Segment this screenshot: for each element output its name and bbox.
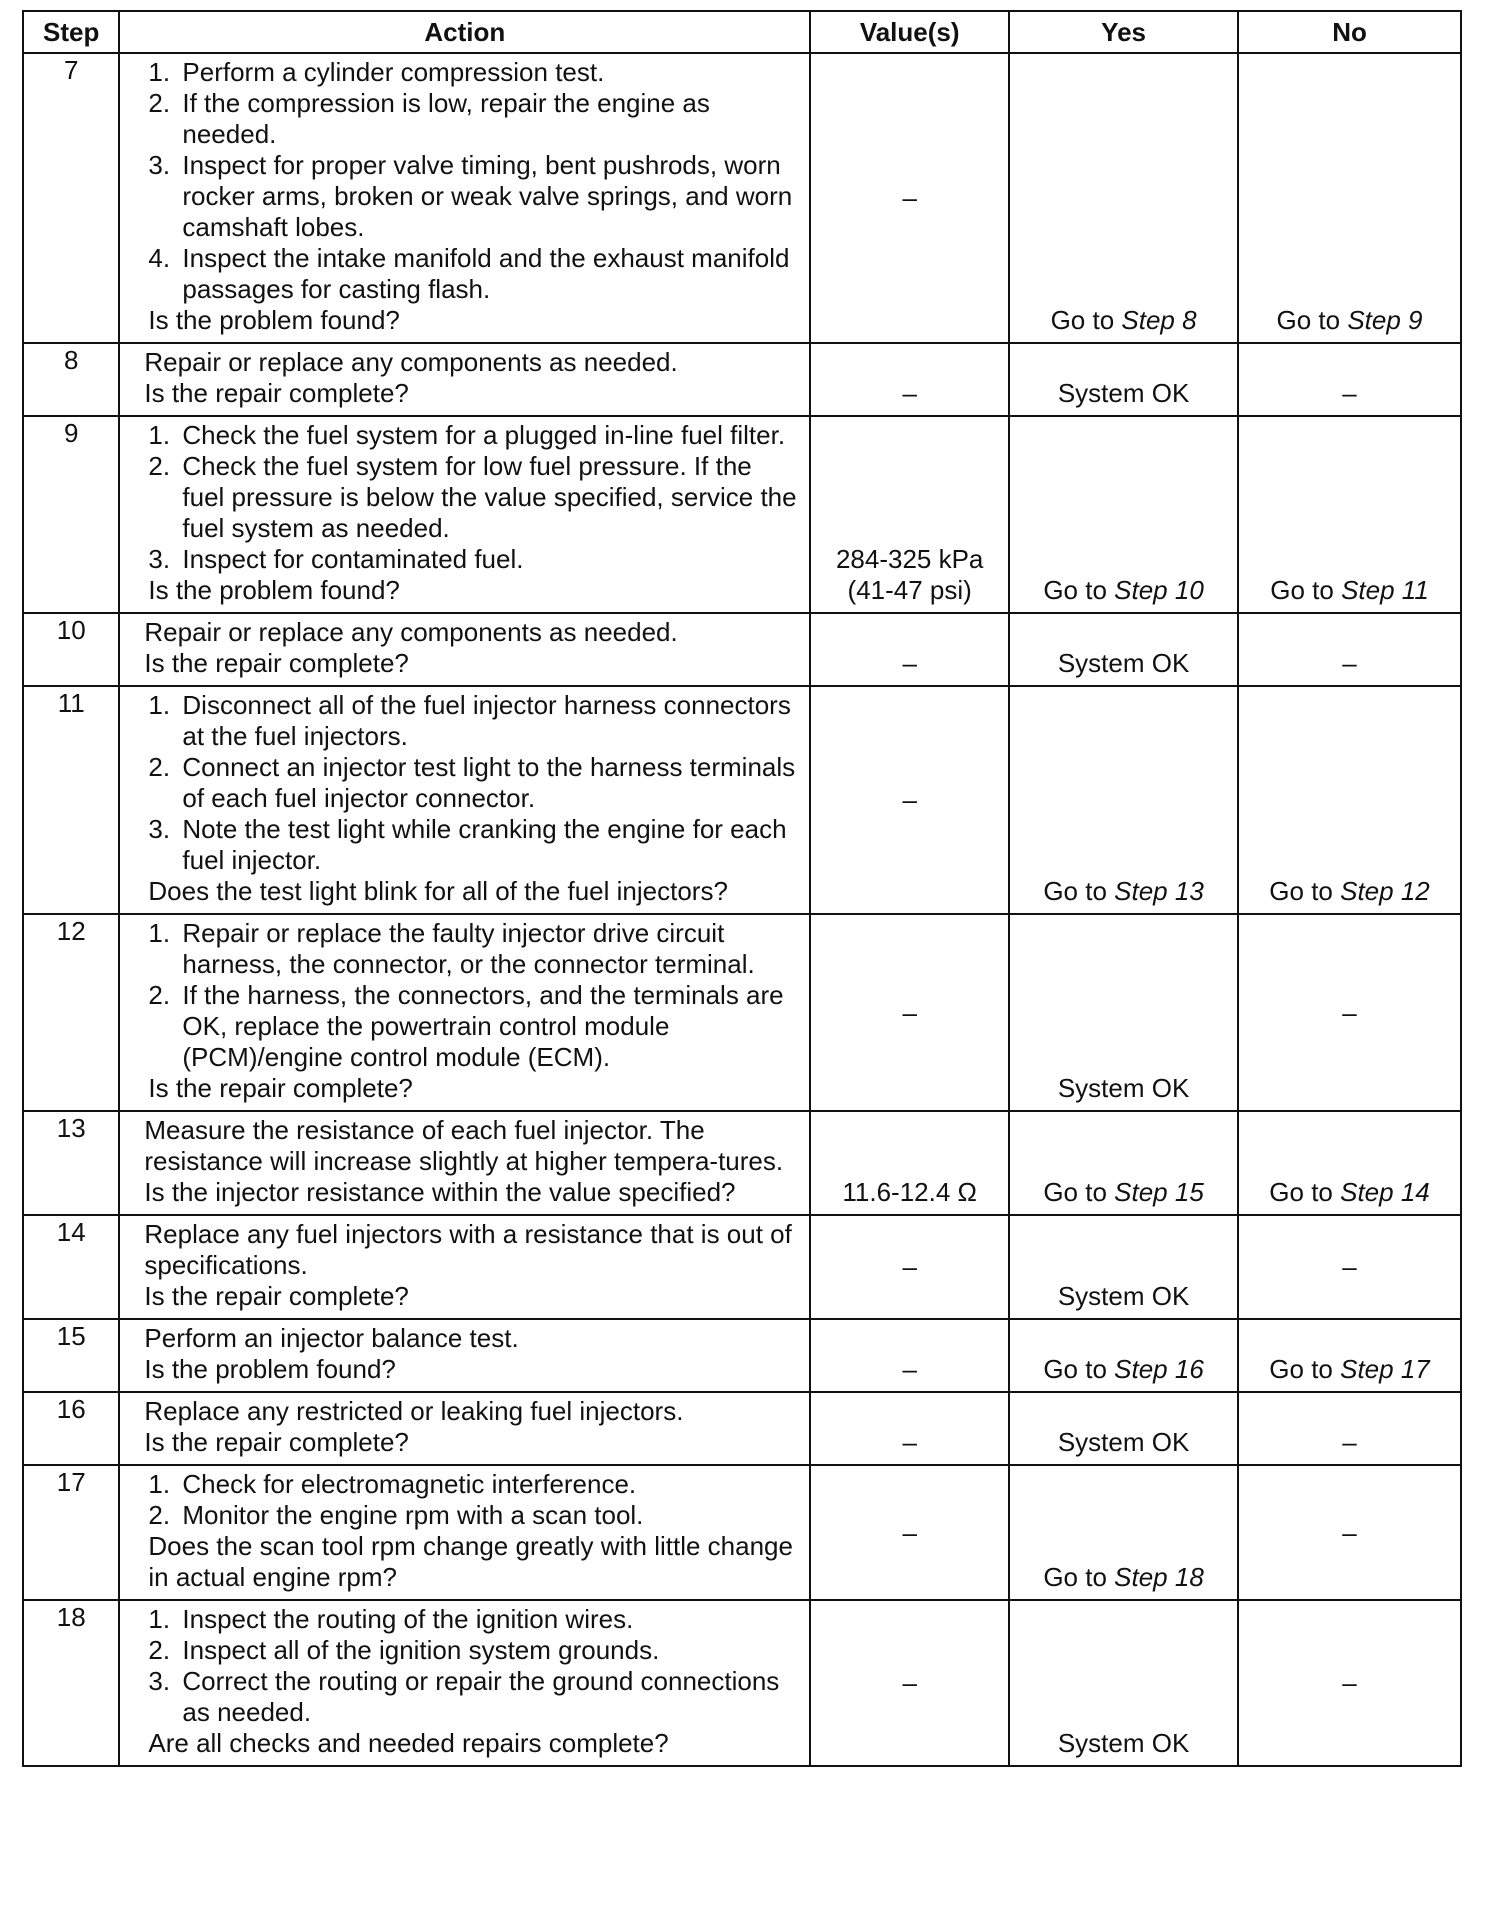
value-line: – bbox=[902, 1251, 917, 1282]
action-cell bbox=[119, 1465, 810, 1600]
action-item-number: 3. bbox=[148, 1666, 171, 1696]
yes-outcome-prefix: System OK bbox=[1057, 1281, 1190, 1311]
action-item-number: 3. bbox=[148, 544, 171, 574]
value-cell bbox=[810, 1465, 1009, 1600]
table-row bbox=[23, 1600, 1461, 1766]
yes-outcome-text bbox=[1010, 1354, 1237, 1385]
action-question: Is the problem found? bbox=[148, 575, 400, 605]
no-outcome-prefix: – bbox=[1342, 1251, 1357, 1282]
yes-outcome-text bbox=[1010, 1562, 1237, 1593]
yes-outcome-text bbox=[1010, 648, 1237, 679]
action-cell bbox=[119, 1215, 810, 1319]
value-cell bbox=[810, 343, 1009, 416]
action-item-text: If the compression is low, repair the engine as needed. bbox=[182, 88, 710, 149]
action-cell bbox=[119, 686, 810, 914]
value-cell bbox=[810, 1215, 1009, 1319]
yes-outcome-prefix: Go to bbox=[1050, 305, 1122, 335]
no-outcome bbox=[1238, 1600, 1461, 1766]
action-cell bbox=[119, 1600, 810, 1766]
yes-outcome bbox=[1009, 343, 1238, 416]
value-line: – bbox=[902, 648, 917, 678]
yes-outcome-prefix: Go to bbox=[1043, 575, 1115, 605]
action-item-number: 1. bbox=[148, 690, 171, 720]
no-outcome-text bbox=[1239, 1668, 1460, 1699]
action-question: Is the repair complete? bbox=[144, 648, 409, 678]
action-item bbox=[144, 1115, 799, 1177]
header-no: No bbox=[1238, 11, 1461, 53]
action-cell bbox=[119, 416, 810, 613]
step-number: 11 bbox=[23, 686, 119, 914]
diagnostic-table bbox=[22, 10, 1462, 1767]
header-yes: Yes bbox=[1009, 11, 1238, 53]
no-outcome-text bbox=[1239, 378, 1460, 409]
no-outcome-step-ref: Step 11 bbox=[1341, 575, 1429, 605]
yes-outcome-step-ref: Step 15 bbox=[1114, 1177, 1204, 1207]
value-line: – bbox=[902, 1517, 917, 1547]
yes-outcome-text bbox=[1010, 1073, 1237, 1104]
value-line: – bbox=[902, 784, 917, 815]
no-outcome bbox=[1238, 686, 1461, 914]
action-question: Are all checks and needed repairs complete? bbox=[148, 1728, 669, 1758]
no-outcome-step-ref: Step 14 bbox=[1340, 1177, 1430, 1207]
action-question: Does the test light blink for all of the fuel injectors? bbox=[148, 876, 728, 906]
action-question: Does the scan tool rpm change greatly with little change in actual engine rpm? bbox=[148, 1531, 793, 1592]
action-item bbox=[148, 150, 799, 243]
yes-outcome-prefix: System OK bbox=[1057, 378, 1190, 408]
no-outcome bbox=[1238, 416, 1461, 613]
value-line: (41-47 psi) bbox=[847, 575, 972, 605]
action-cell bbox=[119, 914, 810, 1111]
yes-outcome-text bbox=[1010, 1728, 1237, 1759]
value-text bbox=[811, 1517, 1008, 1548]
action-cell bbox=[119, 1392, 810, 1465]
action-item-text: Repair or replace the faulty injector drive circuit harness, the connector, or the connector terminal. bbox=[182, 918, 755, 979]
step-number: 16 bbox=[23, 1392, 119, 1465]
yes-outcome-text bbox=[1010, 1177, 1237, 1208]
action-item bbox=[148, 980, 799, 1073]
action-question: Is the problem found? bbox=[144, 1354, 396, 1384]
no-outcome-text bbox=[1239, 997, 1460, 1028]
table-row bbox=[23, 686, 1461, 914]
action-item-text: Check the fuel system for a plugged in-line fuel filter. bbox=[182, 420, 786, 450]
action-item-text: If the harness, the connectors, and the terminals are OK, replace the powertrain control module (PCM)/engine control module (ECM). bbox=[182, 980, 784, 1072]
step-number: 14 bbox=[23, 1215, 119, 1319]
yes-outcome bbox=[1009, 1600, 1238, 1766]
value-text bbox=[811, 1252, 1008, 1283]
action-item-number: 4. bbox=[148, 243, 171, 273]
no-outcome-prefix: Go to bbox=[1270, 575, 1342, 605]
action-item-text: Note the test light while cranking the engine for each fuel injector. bbox=[182, 814, 787, 875]
action-item-number: 1. bbox=[148, 1604, 171, 1634]
action-question: Is the repair complete? bbox=[144, 378, 409, 408]
action-item-number: 1. bbox=[148, 420, 171, 450]
action-item bbox=[144, 1396, 799, 1427]
action-item-text: Repair or replace any components as needed. bbox=[144, 617, 678, 647]
yes-outcome-text bbox=[1010, 876, 1237, 907]
yes-outcome-prefix: Go to bbox=[1043, 1354, 1115, 1384]
no-outcome bbox=[1238, 343, 1461, 416]
table-row bbox=[23, 1392, 1461, 1465]
action-item bbox=[144, 1323, 799, 1354]
action-question: Is the repair complete? bbox=[144, 1281, 409, 1311]
action-item-text: Repair or replace any components as needed. bbox=[144, 347, 678, 377]
no-outcome bbox=[1238, 1392, 1461, 1465]
yes-outcome bbox=[1009, 416, 1238, 613]
action-item-text: Perform a cylinder compression test. bbox=[182, 57, 605, 87]
action-item-number: 1. bbox=[148, 57, 171, 87]
value-text bbox=[811, 1354, 1008, 1385]
action-item-text: Replace any fuel injectors with a resistance that is out of specifications. bbox=[144, 1219, 792, 1280]
action-item-text: Disconnect all of the fuel injector harness connectors at the fuel injectors. bbox=[182, 690, 791, 751]
yes-outcome-prefix: System OK bbox=[1057, 1728, 1190, 1758]
value-line: – bbox=[902, 1427, 917, 1457]
yes-outcome-prefix: System OK bbox=[1057, 1427, 1190, 1457]
value-cell bbox=[810, 613, 1009, 686]
table-row bbox=[23, 1111, 1461, 1215]
action-item bbox=[148, 420, 799, 451]
value-line: – bbox=[902, 1667, 917, 1698]
yes-outcome-step-ref: Step 18 bbox=[1114, 1562, 1204, 1592]
value-cell bbox=[810, 1392, 1009, 1465]
action-item-text: Measure the resistance of each fuel injector. The resistance will increase slightly at higher tempera-tures. bbox=[144, 1115, 784, 1176]
value-cell bbox=[810, 686, 1009, 914]
table-row bbox=[23, 1319, 1461, 1392]
action-item-number: 2. bbox=[148, 88, 171, 118]
value-cell bbox=[810, 914, 1009, 1111]
table-row bbox=[23, 914, 1461, 1111]
yes-outcome-prefix: Go to bbox=[1043, 1177, 1115, 1207]
value-cell bbox=[810, 1111, 1009, 1215]
action-item-number: 1. bbox=[148, 918, 171, 948]
no-outcome bbox=[1238, 1111, 1461, 1215]
action-item-text: Inspect the intake manifold and the exhaust manifold passages for casting flash. bbox=[182, 243, 790, 304]
action-item bbox=[148, 57, 799, 88]
value-line: – bbox=[902, 182, 917, 213]
step-number: 17 bbox=[23, 1465, 119, 1600]
value-cell bbox=[810, 53, 1009, 343]
action-item-number: 2. bbox=[148, 980, 171, 1010]
value-cell bbox=[810, 416, 1009, 613]
value-text bbox=[811, 1177, 1008, 1208]
table-row bbox=[23, 613, 1461, 686]
action-item-number: 3. bbox=[148, 814, 171, 844]
yes-outcome-prefix: System OK bbox=[1057, 1073, 1190, 1103]
action-cell bbox=[119, 1319, 810, 1392]
action-item bbox=[148, 544, 799, 575]
no-outcome-prefix: – bbox=[1342, 997, 1357, 1027]
action-item bbox=[148, 1635, 799, 1666]
no-outcome-step-ref: Step 17 bbox=[1340, 1354, 1430, 1384]
action-item-text: Monitor the engine rpm with a scan tool. bbox=[182, 1500, 644, 1530]
action-item bbox=[148, 243, 799, 305]
step-number: 9 bbox=[23, 416, 119, 613]
yes-outcome bbox=[1009, 1465, 1238, 1600]
no-outcome-text bbox=[1239, 1177, 1460, 1208]
step-number: 8 bbox=[23, 343, 119, 416]
table-row bbox=[23, 343, 1461, 416]
yes-outcome bbox=[1009, 686, 1238, 914]
header-values: Value(s) bbox=[810, 11, 1009, 53]
action-question: Is the problem found? bbox=[148, 305, 400, 335]
no-outcome bbox=[1238, 914, 1461, 1111]
no-outcome bbox=[1238, 613, 1461, 686]
yes-outcome bbox=[1009, 914, 1238, 1111]
value-text bbox=[811, 183, 1008, 214]
action-item bbox=[148, 752, 799, 814]
step-number: 12 bbox=[23, 914, 119, 1111]
table-row bbox=[23, 416, 1461, 613]
yes-outcome bbox=[1009, 1319, 1238, 1392]
yes-outcome-prefix: Go to bbox=[1043, 876, 1115, 906]
no-outcome-text bbox=[1239, 1427, 1460, 1458]
no-outcome-prefix: – bbox=[1342, 1517, 1357, 1547]
no-outcome-prefix: Go to bbox=[1276, 305, 1348, 335]
table-body bbox=[23, 53, 1461, 1766]
no-outcome-prefix: Go to bbox=[1269, 1177, 1341, 1207]
yes-outcome bbox=[1009, 1215, 1238, 1319]
yes-outcome-step-ref: Step 16 bbox=[1114, 1354, 1204, 1384]
action-question: Is the repair complete? bbox=[148, 1073, 413, 1103]
step-number: 10 bbox=[23, 613, 119, 686]
header-step: Step bbox=[23, 11, 119, 53]
value-text bbox=[811, 785, 1008, 816]
step-number: 18 bbox=[23, 1600, 119, 1766]
action-item-text: Inspect for contaminated fuel. bbox=[182, 544, 524, 574]
no-outcome bbox=[1238, 1319, 1461, 1392]
no-outcome-text bbox=[1239, 876, 1460, 907]
action-item bbox=[148, 918, 799, 980]
yes-outcome-step-ref: Step 10 bbox=[1114, 575, 1204, 605]
no-outcome bbox=[1238, 53, 1461, 343]
no-outcome-text bbox=[1239, 1252, 1460, 1283]
no-outcome-prefix: – bbox=[1342, 378, 1357, 408]
value-text bbox=[811, 1427, 1008, 1458]
action-item-text: Perform an injector balance test. bbox=[144, 1323, 519, 1353]
value-line: – bbox=[902, 378, 917, 408]
step-number: 13 bbox=[23, 1111, 119, 1215]
no-outcome-text bbox=[1239, 1354, 1460, 1385]
action-item-text: Check the fuel system for low fuel pressure. If the fuel pressure is below the value specified, service the fuel system as needed. bbox=[182, 451, 797, 543]
value-cell bbox=[810, 1600, 1009, 1766]
no-outcome-text bbox=[1239, 575, 1460, 606]
action-item bbox=[144, 347, 799, 378]
action-item-text: Inspect all of the ignition system grounds. bbox=[182, 1635, 660, 1665]
action-cell bbox=[119, 1111, 810, 1215]
value-text bbox=[811, 378, 1008, 409]
action-item-number: 2. bbox=[148, 1500, 171, 1530]
value-line: 11.6-12.4 Ω bbox=[842, 1177, 977, 1207]
no-outcome-step-ref: Step 12 bbox=[1340, 876, 1430, 906]
no-outcome-text bbox=[1239, 305, 1460, 336]
action-item-text: Connect an injector test light to the harness terminals of each fuel injector connector. bbox=[182, 752, 796, 813]
step-number: 7 bbox=[23, 53, 119, 343]
yes-outcome-step-ref: Step 8 bbox=[1121, 305, 1197, 335]
no-outcome-text bbox=[1239, 648, 1460, 679]
action-item bbox=[148, 451, 799, 544]
action-question: Is the injector resistance within the value specified? bbox=[144, 1177, 736, 1207]
action-cell bbox=[119, 343, 810, 416]
yes-outcome-text bbox=[1010, 1281, 1237, 1312]
header-row bbox=[23, 11, 1461, 53]
table-row bbox=[23, 1465, 1461, 1600]
no-outcome bbox=[1238, 1465, 1461, 1600]
action-item-number: 3. bbox=[148, 150, 171, 180]
yes-outcome-prefix: System OK bbox=[1057, 648, 1190, 678]
yes-outcome-text bbox=[1010, 378, 1237, 409]
action-item-text: Replace any restricted or leaking fuel injectors. bbox=[144, 1396, 684, 1426]
yes-outcome bbox=[1009, 53, 1238, 343]
action-cell bbox=[119, 613, 810, 686]
value-text bbox=[811, 997, 1008, 1028]
yes-outcome-text bbox=[1010, 575, 1237, 606]
header-action: Action bbox=[119, 11, 810, 53]
value-line: 284-325 kPa bbox=[835, 544, 984, 574]
yes-outcome-text bbox=[1010, 1427, 1237, 1458]
no-outcome-prefix: Go to bbox=[1269, 876, 1341, 906]
action-item bbox=[148, 1500, 799, 1531]
no-outcome-text bbox=[1239, 1517, 1460, 1548]
action-item bbox=[144, 617, 799, 648]
yes-outcome-step-ref: Step 13 bbox=[1114, 876, 1204, 906]
yes-outcome-text bbox=[1010, 305, 1237, 336]
value-text bbox=[811, 1668, 1008, 1699]
no-outcome-prefix: Go to bbox=[1269, 1354, 1341, 1384]
value-cell bbox=[810, 1319, 1009, 1392]
value-text bbox=[811, 648, 1008, 679]
table-row bbox=[23, 1215, 1461, 1319]
action-item-number: 1. bbox=[148, 1469, 171, 1499]
action-item-text: Inspect for proper valve timing, bent pushrods, worn rocker arms, broken or weak valve springs, and worn camshaft lobes. bbox=[182, 150, 793, 242]
yes-outcome bbox=[1009, 1392, 1238, 1465]
yes-outcome bbox=[1009, 613, 1238, 686]
action-item bbox=[148, 1666, 799, 1728]
action-item-text: Check for electromagnetic interference. bbox=[182, 1469, 637, 1499]
action-cell bbox=[119, 53, 810, 343]
action-item bbox=[148, 1469, 799, 1500]
no-outcome bbox=[1238, 1215, 1461, 1319]
value-text bbox=[811, 544, 1008, 606]
step-number: 15 bbox=[23, 1319, 119, 1392]
no-outcome-prefix: – bbox=[1342, 1667, 1357, 1698]
action-item-number: 2. bbox=[148, 1635, 171, 1665]
no-outcome-prefix: – bbox=[1342, 1427, 1357, 1457]
action-question: Is the repair complete? bbox=[144, 1427, 409, 1457]
action-item-number: 2. bbox=[148, 752, 171, 782]
value-line: – bbox=[902, 997, 917, 1027]
action-item bbox=[148, 1604, 799, 1635]
value-line: – bbox=[902, 1354, 917, 1384]
no-outcome-prefix: – bbox=[1342, 648, 1357, 678]
action-item bbox=[148, 88, 799, 150]
yes-outcome-prefix: Go to bbox=[1043, 1562, 1115, 1592]
table-row bbox=[23, 53, 1461, 343]
yes-outcome bbox=[1009, 1111, 1238, 1215]
no-outcome-step-ref: Step 9 bbox=[1347, 305, 1423, 335]
action-item-text: Inspect the routing of the ignition wires. bbox=[182, 1604, 634, 1634]
action-item bbox=[144, 1219, 799, 1281]
action-item bbox=[148, 814, 799, 876]
action-item-number: 2. bbox=[148, 451, 171, 481]
action-item bbox=[148, 690, 799, 752]
action-item-text: Correct the routing or repair the ground connections as needed. bbox=[182, 1666, 780, 1727]
